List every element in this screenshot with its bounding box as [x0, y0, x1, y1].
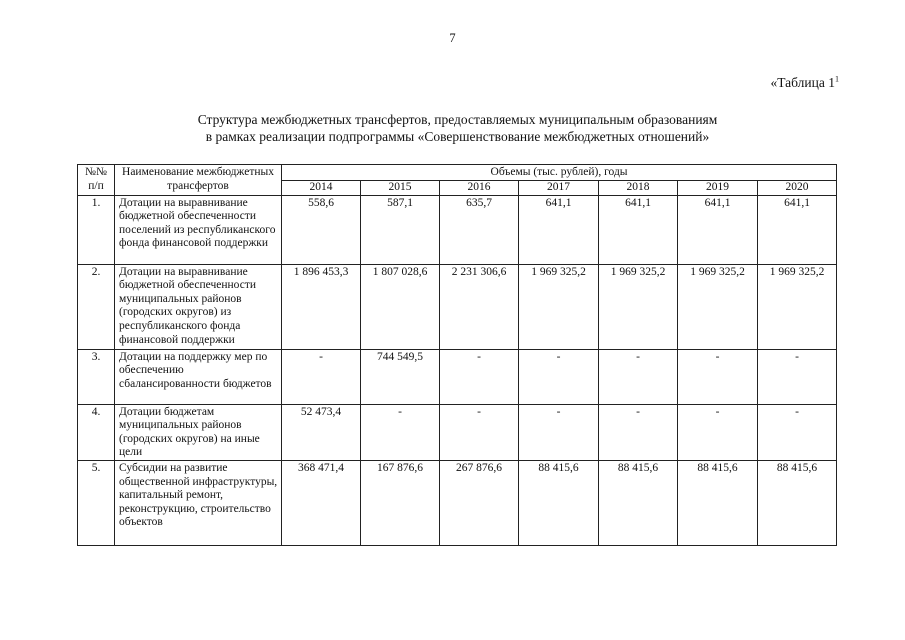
document-title-line-1: Структура межбюджетных трансфертов, предоставляемых муниципальным образованиям	[197, 112, 718, 127]
value-cell: 635,7	[440, 195, 519, 264]
header-year: 2019	[678, 180, 758, 195]
value-cell: 1 969 325,2	[758, 264, 837, 349]
row-name: Субсидии на развитие общественной инфраструктуры, капитальный ремонт, реконструкцию, строительство объектов	[115, 460, 282, 545]
value-cell: -	[599, 349, 678, 404]
value-cell: 1 807 028,6	[361, 264, 440, 349]
header-year: 2018	[599, 180, 678, 195]
value-cell: 641,1	[758, 195, 837, 264]
value-cell: 558,6	[282, 195, 361, 264]
value-cell: 587,1	[361, 195, 440, 264]
header-year: 2020	[758, 180, 837, 195]
value-cell: 52 473,4	[282, 404, 361, 460]
value-cell: 744 549,5	[361, 349, 440, 404]
row-number: 2.	[78, 264, 115, 349]
table-row	[78, 349, 837, 404]
row-number: 4.	[78, 404, 115, 460]
value-cell: 88 415,6	[758, 460, 837, 545]
value-cell: 88 415,6	[599, 460, 678, 545]
header-name: Наименование межбюджетных трансфертов	[115, 165, 282, 196]
value-cell: 167 876,6	[361, 460, 440, 545]
value-cell: 368 471,4	[282, 460, 361, 545]
value-cell: 88 415,6	[678, 460, 758, 545]
transfers-table	[77, 164, 837, 546]
value-cell: -	[678, 404, 758, 460]
row-name: Дотации на выравнивание бюджетной обеспеченности поселений из республиканского фонда финансовой поддержки	[115, 195, 282, 264]
header-number: №№ п/п	[78, 165, 115, 196]
header-year: 2016	[440, 180, 519, 195]
page-number: 7	[449, 31, 456, 45]
value-cell: -	[519, 349, 599, 404]
value-cell: -	[282, 349, 361, 404]
value-cell: 2 231 306,6	[440, 264, 519, 349]
row-name: Дотации на поддержку мер по обеспечению сбалансированности бюджетов	[115, 349, 282, 404]
row-name: Дотации на выравнивание бюджетной обеспеченности муниципальных районов (городских округов) из республиканского фонда финансовой поддержки	[115, 264, 282, 349]
table-header	[78, 165, 837, 196]
value-cell: 1 896 453,3	[282, 264, 361, 349]
header-year: 2017	[519, 180, 599, 195]
row-number: 1.	[78, 195, 115, 264]
table-row	[78, 404, 837, 460]
table-reference	[771, 75, 840, 91]
value-cell: 88 415,6	[519, 460, 599, 545]
value-cell: 641,1	[599, 195, 678, 264]
value-cell: -	[440, 349, 519, 404]
header-volumes: Объемы (тыс. рублей), годы	[282, 165, 837, 181]
row-number: 3.	[78, 349, 115, 404]
table-reference-text: «Таблица 1	[770, 75, 835, 90]
document-title	[90, 111, 825, 145]
value-cell: -	[758, 404, 837, 460]
row-name: Дотации бюджетам муниципальных районов (городских округов) на иные цели	[115, 404, 282, 460]
value-cell: 267 876,6	[440, 460, 519, 545]
value-cell: -	[519, 404, 599, 460]
value-cell: 641,1	[678, 195, 758, 264]
table-row	[78, 460, 837, 545]
table-row	[78, 195, 837, 264]
table-reference-superscript: 1	[835, 74, 839, 84]
value-cell: -	[758, 349, 837, 404]
value-cell: -	[678, 349, 758, 404]
table-row	[78, 264, 837, 349]
value-cell: -	[440, 404, 519, 460]
value-cell: -	[361, 404, 440, 460]
value-cell: -	[599, 404, 678, 460]
header-year: 2014	[282, 180, 361, 195]
header-year: 2015	[361, 180, 440, 195]
value-cell: 1 969 325,2	[599, 264, 678, 349]
value-cell: 1 969 325,2	[678, 264, 758, 349]
row-number: 5.	[78, 460, 115, 545]
document-title-line-2: в рамках реализации подпрограммы «Совершенствование межбюджетных отношений»	[205, 129, 710, 144]
value-cell: 1 969 325,2	[519, 264, 599, 349]
value-cell: 641,1	[519, 195, 599, 264]
